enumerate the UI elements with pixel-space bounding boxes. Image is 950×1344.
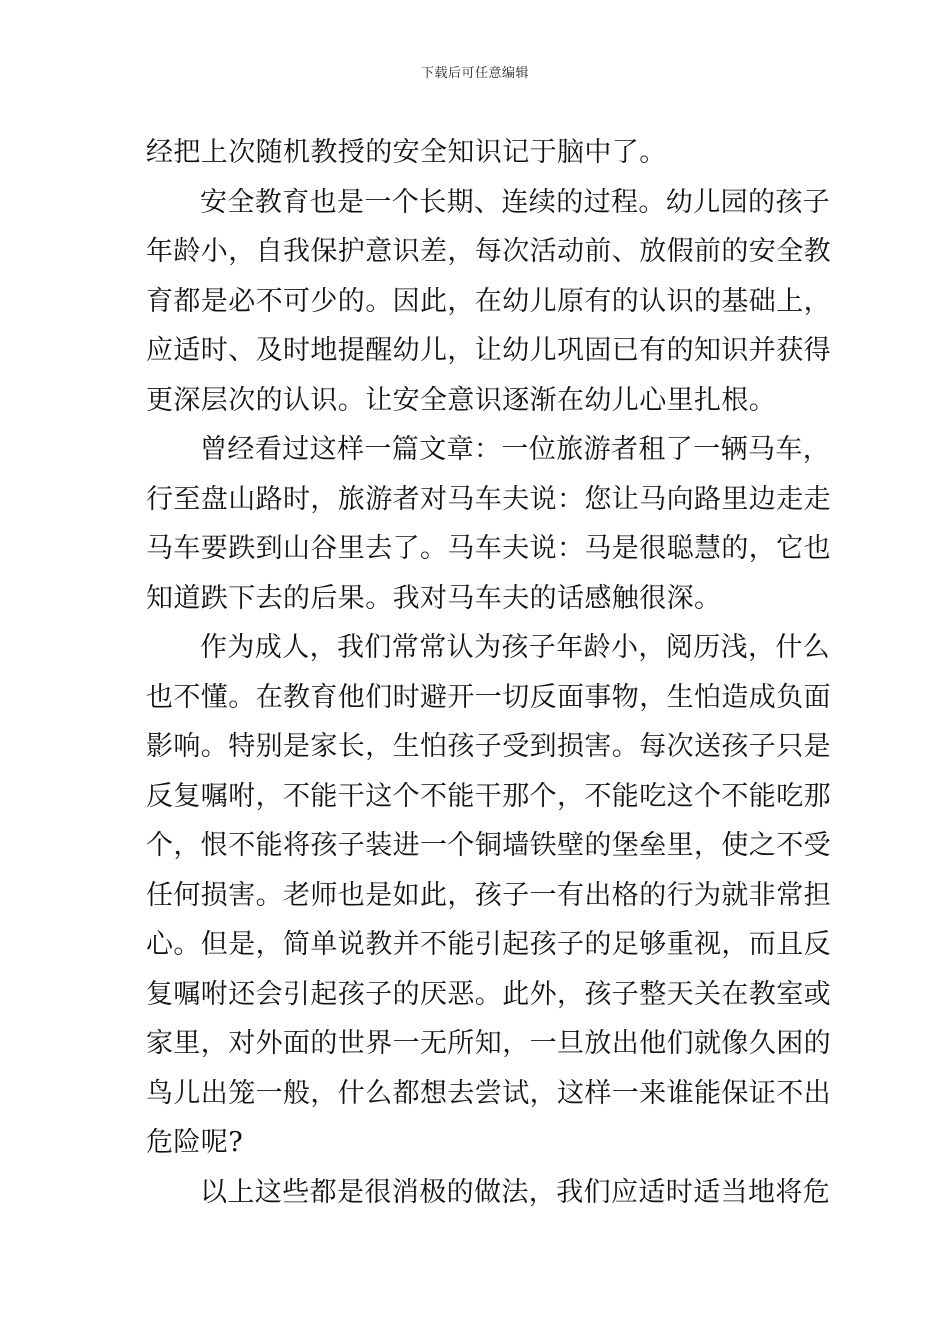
text-line: 经把上次随机教授的安全知识记于脑中了。 <box>146 137 667 168</box>
text-line: 反复嘱咐，不能干这个不能干那个，不能吃这个不能吃那 <box>146 780 831 812</box>
text-line: 育都是必不可少的。因此，在幼儿原有的认识的基础上， <box>146 285 831 317</box>
text-line: 个，恨不能将孩子装进一个铜墙铁壁的堡垒里，使之不受 <box>146 830 831 861</box>
text-line: 复嘱咐还会引起孩子的厌恶。此外，孩子整天关在教室或 <box>146 978 831 1010</box>
text-line: 心。但是，简单说教并不能引起孩子的足够重视，而且反 <box>146 929 831 960</box>
text-line: 更深层次的认识。让安全意识逐渐在幼儿心里扎根。 <box>146 384 777 416</box>
text-line: 任何损害。老师也是如此，孩子一有出格的行为就非常担 <box>146 879 831 911</box>
paragraph-start-line: 安全教育也是一个长期、连续的过程。幼儿园的孩子 <box>200 186 831 218</box>
text-line: 应适时、及时地提醒幼儿，让幼儿巩固已有的知识并获得 <box>146 335 831 366</box>
text-line: 也不懂。在教育他们时避开一切反面事物，生怕造成负面 <box>146 681 831 713</box>
paragraph-start-line: 以上这些都是很消极的做法，我们应适时适当地将危 <box>200 1176 831 1208</box>
document-body <box>146 128 831 1217</box>
text-line: 影响。特别是家长，生怕孩子受到损害。每次送孩子只是 <box>146 731 831 762</box>
paragraph-start-line: 曾经看过这样一篇文章：一位旅游者租了一辆马车， <box>200 434 831 465</box>
text-line: 鸟儿出笼一般，什么都想去尝试，这样一来谁能保证不出 <box>146 1077 831 1109</box>
paragraph-start-line: 作为成人，我们常常认为孩子年龄小，阅历浅，什么 <box>200 632 831 663</box>
text-line: 危险呢? <box>146 1127 244 1158</box>
text-line: 年龄小，自我保护意识差，每次活动前、放假前的安全教 <box>146 236 831 267</box>
text-line: 知道跌下去的后果。我对马车夫的话感触很深。 <box>146 582 722 614</box>
text-line: 行至盘山路时，旅游者对马车夫说：您让马向路里边走走 <box>146 483 831 515</box>
text-line: 马车要跌到山谷里去了。马车夫说：马是很聪慧的，它也 <box>146 533 831 564</box>
page-header: 下载后可任意编辑 <box>420 66 529 81</box>
text-line: 家里，对外面的世界一无所知，一旦放出他们就像久困的 <box>146 1028 831 1059</box>
